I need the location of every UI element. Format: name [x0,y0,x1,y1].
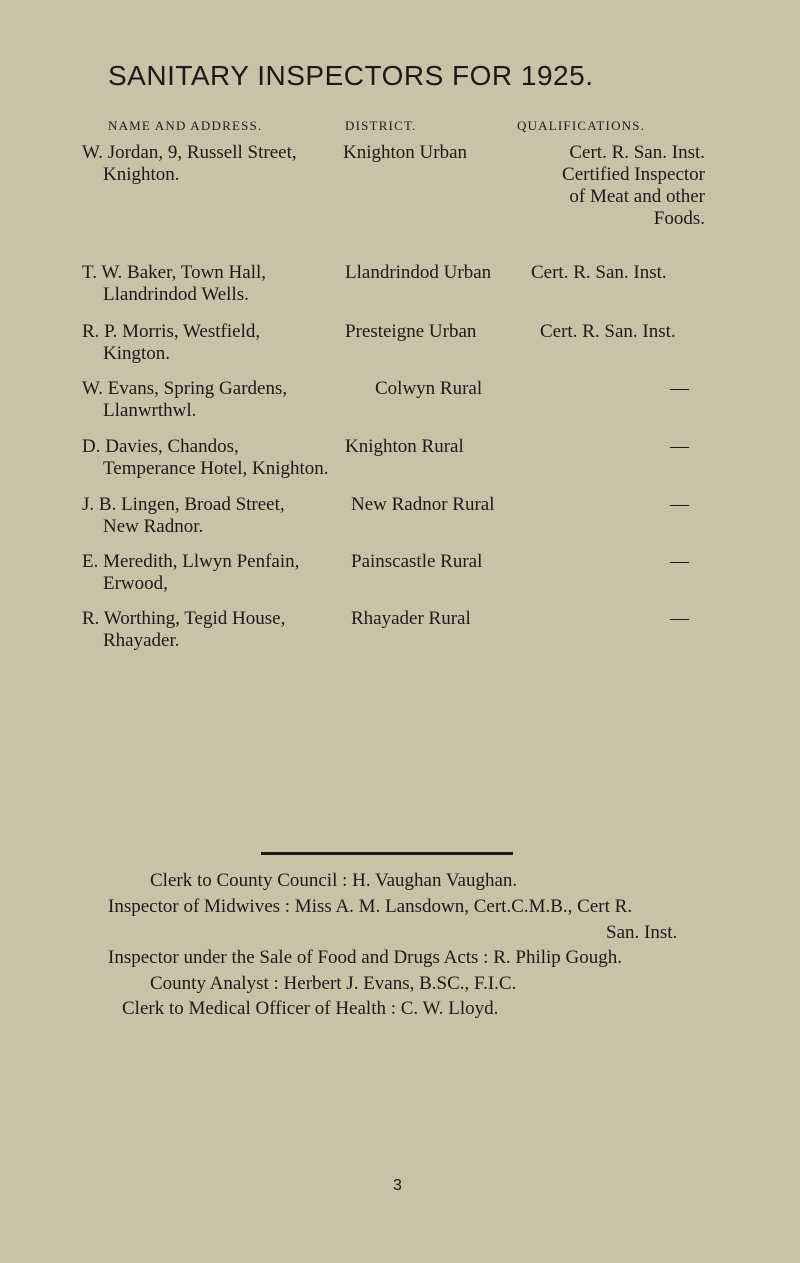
inspector-name: D. Davies, Chandos, [82,436,239,457]
inspector-address: New Radnor. [103,516,204,537]
inspector-address: Knighton. [103,164,180,185]
footer-medical-clerk: Clerk to Medical Officer of Health : C. W. Lloyd. [122,998,499,1019]
inspector-address: Erwood, [103,573,168,594]
qualifications [562,142,705,230]
qualifications: Cert. R. San. Inst. [540,321,676,342]
inspector-name-address [82,608,342,652]
header-name-address: NAME AND ADDRESS. [108,118,263,133]
inspector-name-address [82,494,342,538]
inspector-name: T. W. Baker, Town Hall, [82,262,267,283]
qualifications: — [670,608,689,629]
inspector-address: Rhayader. [103,630,180,651]
header-qualifications: QUALIFICATIONS. [517,118,646,133]
qualification-line: Certified Inspector [562,164,705,185]
footer-food-inspector: Inspector under the Sale of Food and Drugs Acts : R. Philip Gough. [108,947,623,968]
inspector-name-address [82,378,342,422]
qualification-line: Foods. [653,208,705,229]
district: Presteigne Urban [345,321,477,342]
qualification-line: of Meat and other [569,186,705,207]
inspector-address: Kington. [103,343,171,364]
qualifications: Cert. R. San. Inst. [531,262,667,283]
inspector-name-address [82,142,342,186]
inspector-name: W. Evans, Spring Gardens, [82,378,288,399]
inspector-name: R. P. Morris, Westfield, [82,321,261,342]
district: New Radnor Rural [351,494,495,515]
inspector-address: Llandrindod Wells. [103,284,249,305]
inspector-address: Temperance Hotel, Knighton. [103,458,329,479]
inspector-name-address [82,551,342,595]
district: Knighton Urban [343,142,468,163]
footer-analyst: County Analyst : Herbert J. Evans, B.SC., F.I.C. [150,973,517,994]
district: Llandrindod Urban [345,262,492,283]
district: Painscastle Rural [351,551,483,572]
section-divider [261,852,513,855]
district: Rhayader Rural [351,608,471,629]
inspector-name: E. Meredith, Llwyn Penfain, [82,551,300,572]
qualifications: — [670,378,689,399]
page-number: 3 [393,1177,402,1194]
qualifications: — [670,551,689,572]
footer-midwives-cont: San. Inst. [606,922,678,943]
inspector-name: J. B. Lingen, Broad Street, [82,494,285,515]
inspector-name: R. Worthing, Tegid House, [82,608,286,629]
qualifications: — [670,494,689,515]
footer-midwives: Inspector of Midwives : Miss A. M. Lansdown, Cert.C.M.B., Cert R. [108,896,633,917]
header-district: DISTRICT. [345,118,417,133]
district: Knighton Rural [345,436,464,457]
qualifications: — [670,436,689,457]
footer-clerk: Clerk to County Council : H. Vaughan Vaughan. [150,870,518,891]
page-title: SANITARY INSPECTORS FOR 1925. [108,60,594,91]
inspector-name: W. Jordan, 9, Russell Street, [82,142,297,163]
inspector-name-address [82,262,342,306]
district: Colwyn Rural [375,378,483,399]
qualification-line: Cert. R. San. Inst. [569,142,705,163]
inspector-name-address [82,321,342,365]
inspector-address: Llanwrthwl. [103,400,197,421]
